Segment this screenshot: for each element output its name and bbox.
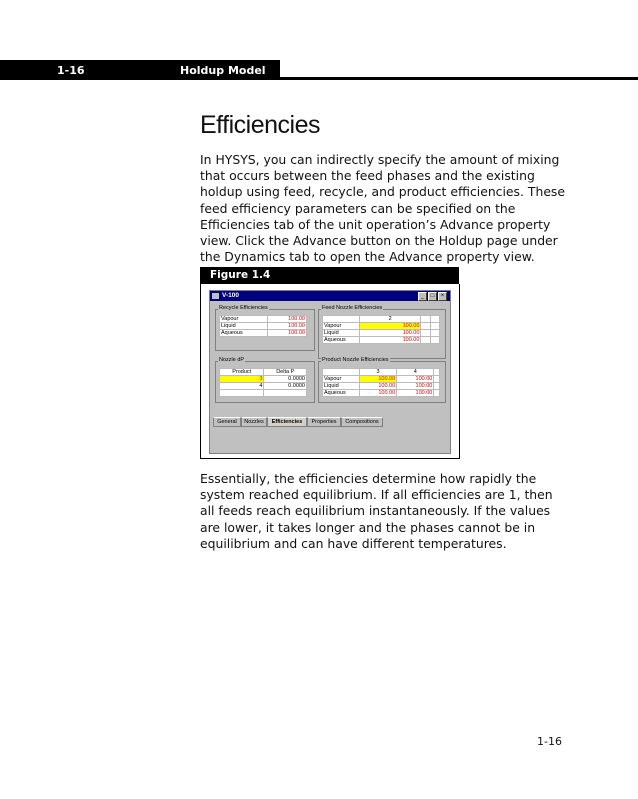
figure-label-bar [200,267,459,284]
feed-vapour-cell[interactable]: 100.00 [360,323,421,330]
hysys-window [209,290,451,454]
recycle-efficiencies-table [219,315,307,337]
recycle-efficiencies-title: Recycle Efficiencies [219,305,268,311]
row-label: Liquid [323,330,360,337]
recycle-liquid-cell[interactable]: 100.00 [268,323,307,330]
product-cell[interactable]: 3 [220,376,264,383]
table-row [323,369,440,376]
figure-label: Figure 1.4 [210,269,271,281]
table-row [323,383,440,390]
nozzle-dp-title: Nozzle dP [219,357,245,363]
product-nozzle-efficiencies-table [322,368,440,397]
header-page-number: 1-16 [57,64,85,77]
recycle-aqueous-cell[interactable]: 100.00 [268,330,307,337]
window-app-icon [212,293,219,299]
row-label: Aqueous [220,330,268,337]
feed-aqueous-cell[interactable]: 100.00 [360,337,421,344]
row-label: Aqueous [323,390,360,397]
table-row [323,337,440,344]
maximize-icon[interactable]: □ [428,292,437,301]
table-row [220,369,307,376]
table-row [323,330,440,337]
tab-general[interactable]: General [213,417,241,427]
table-row [323,376,440,383]
product-aqueous-cell-4[interactable]: 100.00 [397,390,434,397]
product-liquid-cell-3[interactable]: 100.00 [360,383,397,390]
tab-properties[interactable]: Properties [307,417,341,427]
recycle-vapour-cell[interactable]: 100.00 [268,316,307,323]
recycle-efficiencies-group [215,305,315,351]
header-section-title: Holdup Model [180,64,266,77]
column-header: 2 [360,316,421,323]
table-row [220,330,307,337]
header-rule [280,77,638,80]
delta-p-cell[interactable]: 0.0000 [264,383,307,390]
table-row [220,390,307,397]
row-label: Liquid [323,383,360,390]
intro-paragraph: In HYSYS, you can indirectly specify the amount of mixing that occurs between the feed phases and the existing holdup using feed, recycle, and product efficiencies. These feed efficiency parameters can be specified on the Efficiencies tab of the unit operation’s Advance property view. Click the Advance button on the Holdup page under the Dynamics tab to open the Advance property view. [200,152,566,265]
tab-compositions[interactable]: Compositions [341,417,383,427]
column-header: Delta P [264,369,307,376]
row-label: Vapour [323,323,360,330]
product-aqueous-cell-3[interactable]: 100.00 [360,390,397,397]
page-header [0,60,638,80]
tab-nozzles[interactable]: Nozzles [241,417,267,427]
nozzle-dp-group [215,357,315,403]
window-title-bar[interactable] [210,291,450,301]
section-heading: Efficiencies [200,111,320,139]
column-header: 4 [397,369,434,376]
column-header: Product [220,369,264,376]
figure-frame [200,284,460,459]
product-nozzle-efficiencies-group [318,357,446,403]
row-label: Vapour [323,376,360,383]
feed-nozzle-efficiencies-title: Feed Nozzle Efficiencies [322,305,383,311]
close-icon[interactable]: × [438,292,447,301]
tab-efficiencies[interactable]: Efficiencies [267,417,307,427]
window-title: V-100 [222,292,239,299]
product-vapour-cell-3[interactable]: 100.00 [360,376,397,383]
table-row [220,383,307,390]
product-liquid-cell-4[interactable]: 100.00 [397,383,434,390]
product-nozzle-efficiencies-title: Product Nozzle Efficiencies [322,357,389,363]
footer-page-number: 1-16 [537,735,562,748]
table-row [323,316,440,323]
column-header: 3 [360,369,397,376]
product-cell[interactable]: 4 [220,383,264,390]
table-row [323,323,440,330]
row-label: Aqueous [323,337,360,344]
nozzle-dp-table [219,368,307,397]
delta-p-cell[interactable]: 0.0000 [264,376,307,383]
closing-paragraph: Essentially, the efficiencies determine how rapidly the system reached equilibrium. If all efficiencies are 1, then all feeds reach equilibrium instantaneously. If the values are lower, it takes longer and the phases cannot be in equilibrium and can have different temperatures. [200,471,553,551]
header-bar [0,60,280,80]
table-row [323,390,440,397]
row-label: Liquid [220,323,268,330]
minimize-icon[interactable]: _ [418,292,427,301]
table-row [220,316,307,323]
table-row [220,323,307,330]
feed-liquid-cell[interactable]: 100.00 [360,330,421,337]
table-row [220,376,307,383]
product-vapour-cell-4[interactable]: 100.00 [397,376,434,383]
feed-nozzle-efficiencies-group [318,305,446,359]
row-label: Vapour [220,316,268,323]
feed-nozzle-efficiencies-table [322,315,440,344]
